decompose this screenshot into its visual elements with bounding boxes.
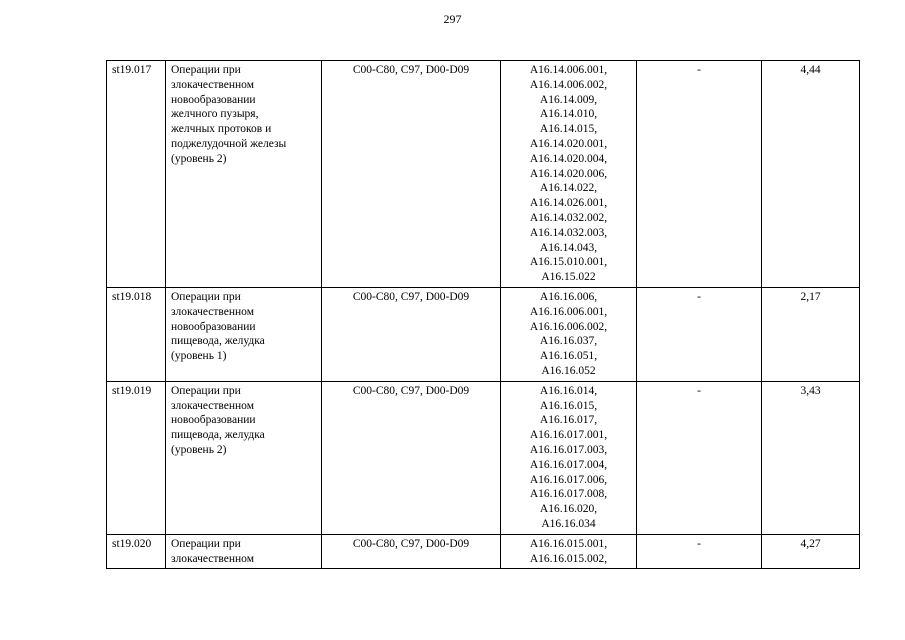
service-codes-cell-line: A16.16.037, [539,335,598,348]
table-body [107,61,860,569]
ksg-name-cell [166,534,322,569]
diagnosis-codes-cell: C00-C80, C97, D00-D09 [322,287,501,381]
extra-criteria-cell: - [637,287,762,381]
service-codes-cell-line: A16.16.006.001, [529,305,608,318]
coefficient-cell: 4,44 [762,61,860,288]
ksg-name-cell-line: (уровень 2) [171,443,227,456]
service-codes-cell-line: A16.16.017.006, [529,473,608,486]
service-codes-cell-line: A16.16.020, [539,503,598,516]
page-number: 297 [443,12,462,26]
service-codes-cell-line: A16.14.032.002, [529,211,608,224]
service-codes-cell-line: A16.16.015, [539,399,598,412]
ksg-name-cell-line: Операции при [171,290,241,303]
table-row [107,287,860,381]
service-codes-cell-line: A16.16.017.004, [529,458,608,471]
table-row [107,534,860,569]
service-codes-cell [501,287,637,381]
service-codes-cell-line: A16.16.052 [541,364,596,377]
service-codes-cell-line: A16.16.051, [539,350,598,363]
service-codes-cell-line: A16.14.020.001, [529,137,608,150]
service-codes-cell-line: A16.14.006.002, [529,78,608,91]
service-codes-cell-line: A16.16.017, [539,414,598,427]
ksg-code-cell: st19.018 [107,287,166,381]
ksg-name-cell-line: злокачественном [171,305,254,318]
ksg-code-cell: st19.017 [107,61,166,288]
ksg-name-cell-line: Операции при [171,384,241,397]
ksg-name-cell-line: новообразовании [171,320,256,333]
diagnosis-codes-cell: C00-C80, C97, D00-D09 [322,534,501,569]
ksg-name-cell-line: (уровень 1) [171,350,227,363]
service-codes-cell [501,381,637,534]
ksg-name-cell-line: злокачественном [171,399,254,412]
ksg-name-cell [166,381,322,534]
ksg-name-cell-line: желчных протоков и [171,123,272,136]
ksg-name-cell-line: новообразовании [171,93,256,106]
service-codes-cell [501,534,637,569]
ksg-code-cell: st19.019 [107,381,166,534]
ksg-name-cell-line: поджелудочной железы [171,137,287,150]
service-codes-cell-line: A16.14.015, [539,123,598,136]
service-codes-cell-line: A16.14.020.006, [529,167,608,180]
service-codes-cell-line: A16.16.015.001, [529,537,608,550]
service-codes-cell-line: A16.16.017.003, [529,443,608,456]
service-codes-cell-line: A16.16.017.001, [529,429,608,442]
ksg-name-cell-line: желчного пузыря, [171,108,259,121]
service-codes-cell [501,61,637,288]
service-codes-cell-line: A16.16.034 [541,517,596,530]
ksg-table [106,60,860,569]
extra-criteria-cell: - [637,61,762,288]
service-codes-cell-line: A16.14.010, [539,108,598,121]
service-codes-cell-line: A16.14.043, [539,241,598,254]
coefficient-cell: 3,43 [762,381,860,534]
service-codes-cell-line: A16.16.014, [539,384,598,397]
ksg-name-cell-line: новообразовании [171,414,256,427]
ksg-name-cell-line: пищевода, желудка [171,429,265,442]
ksg-name-cell [166,61,322,288]
diagnosis-codes-cell: C00-C80, C97, D00-D09 [322,61,501,288]
service-codes-cell-line: A16.14.022, [539,182,598,195]
service-codes-cell-line: A16.14.032.003, [529,226,608,239]
table-row [107,61,860,288]
ksg-name-cell-line: злокачественном [171,552,254,565]
service-codes-cell-line: A16.14.026.001, [529,197,608,210]
service-codes-cell-line: A16.16.006, [539,290,598,303]
service-codes-cell-line: A16.14.020.004, [529,152,608,165]
service-codes-cell-line: A16.14.009, [539,93,598,106]
service-codes-cell-line: A16.16.006.002, [529,320,608,333]
ksg-name-cell [166,287,322,381]
ksg-code-cell: st19.020 [107,534,166,569]
extra-criteria-cell: - [637,534,762,569]
ksg-name-cell-line: (уровень 2) [171,152,227,165]
ksg-name-cell-line: пищевода, желудка [171,335,265,348]
service-codes-cell-line: A16.15.022 [541,271,596,284]
extra-criteria-cell: - [637,381,762,534]
coefficient-cell: 4,27 [762,534,860,569]
coefficient-cell: 2,17 [762,287,860,381]
service-codes-cell-line: A16.15.010.001, [529,256,608,269]
ksg-name-cell-line: Операции при [171,537,241,550]
ksg-name-cell-line: Операции при [171,64,241,76]
service-codes-cell-line: A16.16.017.008, [529,488,608,501]
service-codes-cell-line: A16.14.006.001, [529,64,608,76]
service-codes-cell-line: A16.16.015.002, [529,552,608,565]
table-row [107,381,860,534]
diagnosis-codes-cell: C00-C80, C97, D00-D09 [322,381,501,534]
ksg-name-cell-line: злокачественном [171,78,254,91]
